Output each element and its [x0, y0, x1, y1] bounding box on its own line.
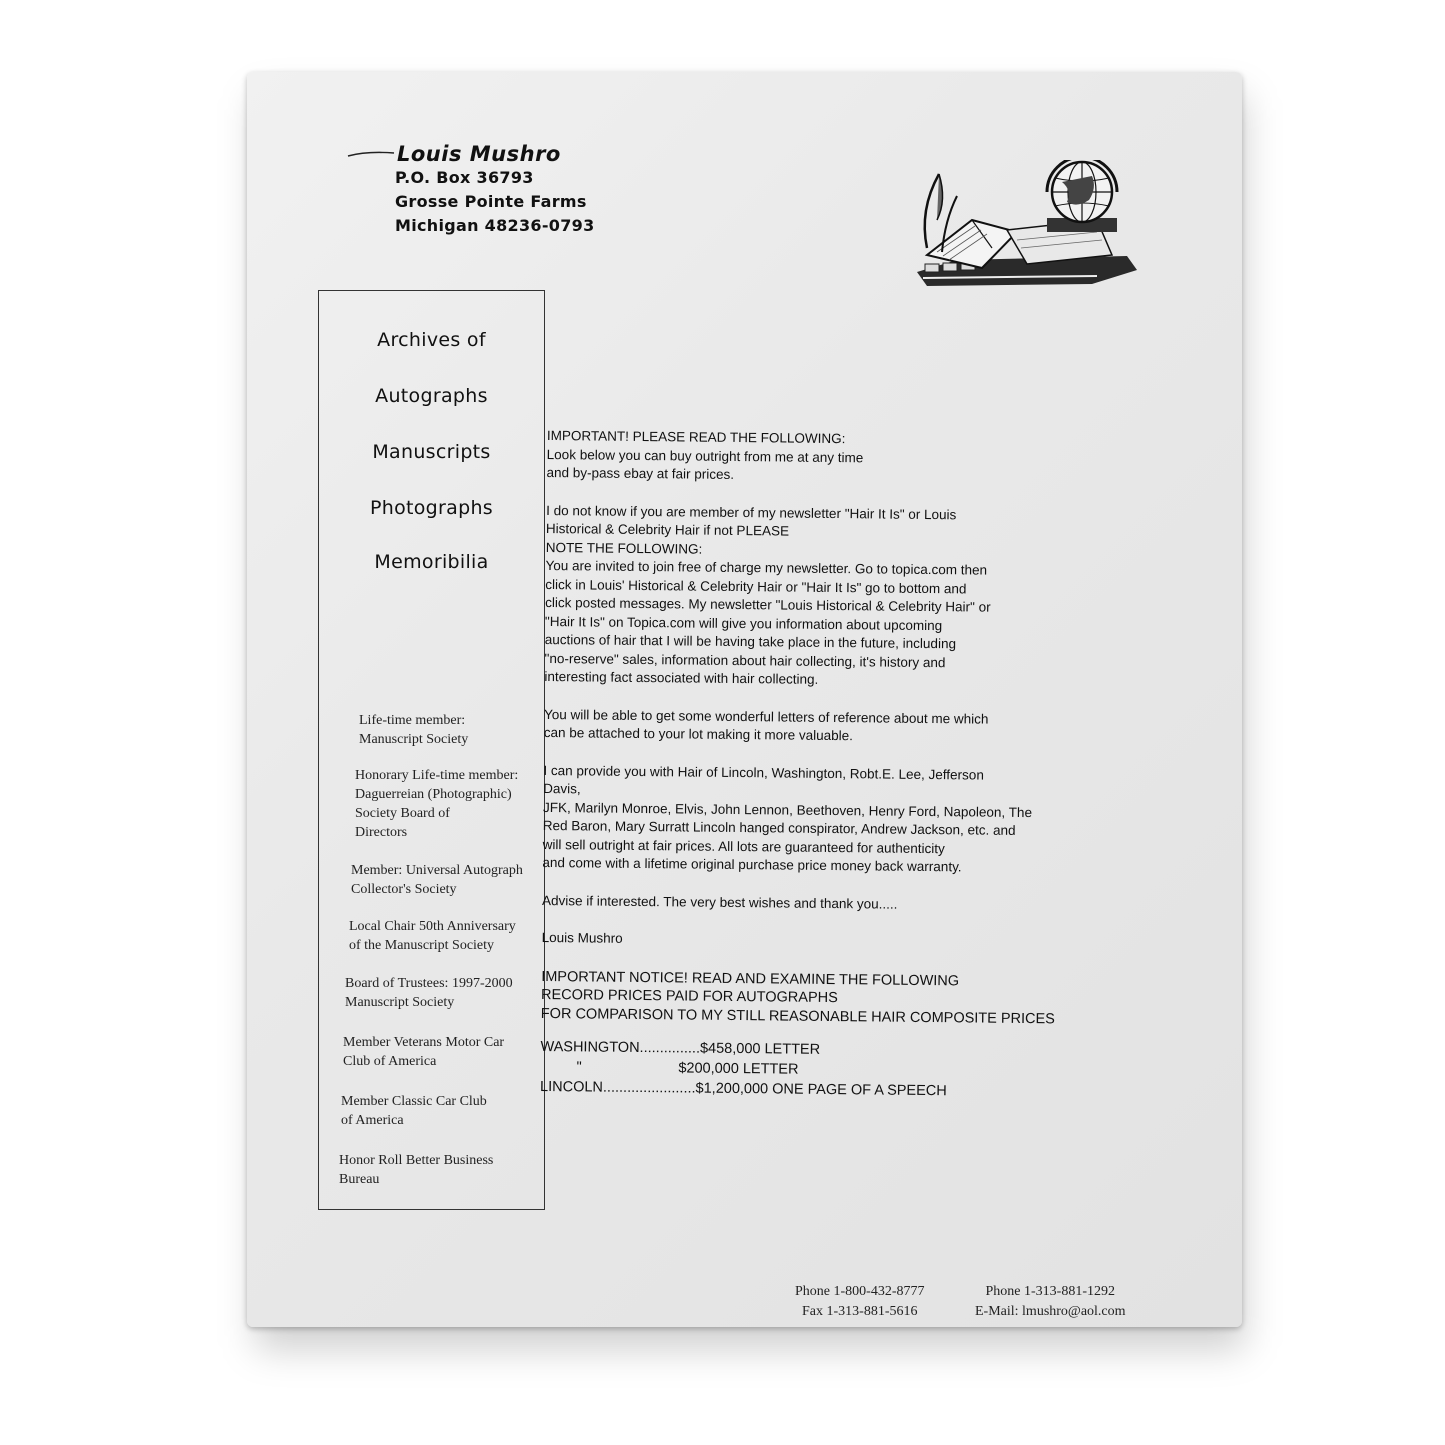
letterhead-state-zip: Michigan 48236-0793: [395, 216, 595, 235]
letterhead: [347, 142, 595, 238]
letter-paragraph: IMPORTANT! PLEASE READ THE FOLLOWING: Look below you can buy outright from me at any time and by-pass ebay at fair prices.: [546, 427, 864, 482]
footer-email: E-Mail: lmushro@aol.com: [975, 1304, 1126, 1319]
membership-item: Member Classic Car Club of America: [341, 1094, 487, 1128]
membership-item: Life-time member: Manuscript Society: [359, 713, 469, 747]
membership-item: Local Chair 50th Anniversary of the Manuscript Society: [349, 919, 516, 953]
service-item: Autographs: [375, 385, 488, 407]
letterhead-name: Louis Mushro: [397, 142, 561, 166]
footer-contact-left: [795, 1282, 925, 1322]
letterhead-po-box: P.O. Box 36793: [395, 168, 534, 187]
record-prices: [540, 1037, 1161, 1103]
service-item: Archives of: [377, 329, 486, 351]
price-row: LINCOLN.......................$1,200,000 ONE PAGE OF A SPEECH: [540, 1078, 947, 1100]
membership-item: Honor Roll Better Business Bureau: [339, 1153, 494, 1187]
footer-phone: Phone 1-800-432-8777: [795, 1284, 925, 1299]
footer-fax: Fax 1-313-881-5616: [802, 1304, 918, 1319]
letter-signature: Louis Mushro: [541, 929, 623, 946]
letter-paragraph: I can provide you with Hair of Lincoln, Washington, Robt.E. Lee, Jefferson Davis, JFK, Marilyn Monroe, Elvis, John Lennon, Beethoven, Henry Ford, Napoleon, The Red Baron, Mary Surratt Lincoln hanged conspirator, Andrew Jackson, etc. and will sell outright at fair prices. All lots are guaranteed for authenticity and come with a lifetime original purchase price money back warranty.: [542, 762, 1033, 875]
price-row: " $200,000 LETTER: [540, 1058, 799, 1078]
letter-paragraph: Advise if interested. The very best wishes and thank you.....: [541, 892, 898, 912]
letter-paragraph: You will be able to get some wonderful letters of reference about me which can be attached to your lot making it more valuable.: [543, 706, 989, 744]
sidebar-box: [318, 290, 545, 1210]
footer-contact-right: [975, 1282, 1126, 1322]
service-item: Photographs: [369, 497, 493, 519]
service-item: Manuscripts: [372, 441, 491, 463]
globe-books-quill-icon: [897, 160, 1147, 290]
letter-paragraph: I do not know if you are member of my newsletter "Hair It Is" or Louis Historical & Celebrity Hair if not PLEASE NOTE THE FOLLOWING: You are invited to join free of charge my newsletter. Go to topica.com then click in Louis' Historical & Celebrity Hair or "Hair It Is" go to bottom and click posted messages. My newsletter "Louis Historical & Celebrity Hair" or "Hair It Is" on Topica.com will give you information about upcoming auctions of hair that I will be having take place in the future, including "no-reserve" sales, information about hair collecting, it's history and interesting fact associated with hair collecting.: [544, 502, 991, 687]
membership-item: Board of Trustees: 1997-2000 Manuscript Society: [345, 976, 513, 1010]
letterhead-city: Grosse Pointe Farms: [395, 192, 587, 211]
letterhead-name-row: [347, 142, 595, 166]
membership-item: Member: Universal Autograph Collector's Society: [351, 863, 523, 897]
membership-item: Member Veterans Motor Car Club of America: [343, 1035, 505, 1069]
important-notice: IMPORTANT NOTICE! READ AND EXAMINE THE FOLLOWING RECORD PRICES PAID FOR AUTOGRAPHS FOR COMPARISON TO MY STILL REASONABLE HAIR COMPOSITE PRICES: [540, 968, 1055, 1027]
signature-stroke-icon: [347, 147, 395, 161]
service-item: Memoribilia: [374, 551, 489, 573]
letter-page: [247, 72, 1242, 1327]
footer-phone: Phone 1-313-881-1292: [985, 1284, 1116, 1299]
membership-item: Honorary Life-time member: Daguerreian (Photographic) Society Board of Directors: [355, 768, 519, 840]
price-row: WASHINGTON...............$458,000 LETTER: [540, 1038, 821, 1058]
letter-body: [540, 427, 1167, 1103]
